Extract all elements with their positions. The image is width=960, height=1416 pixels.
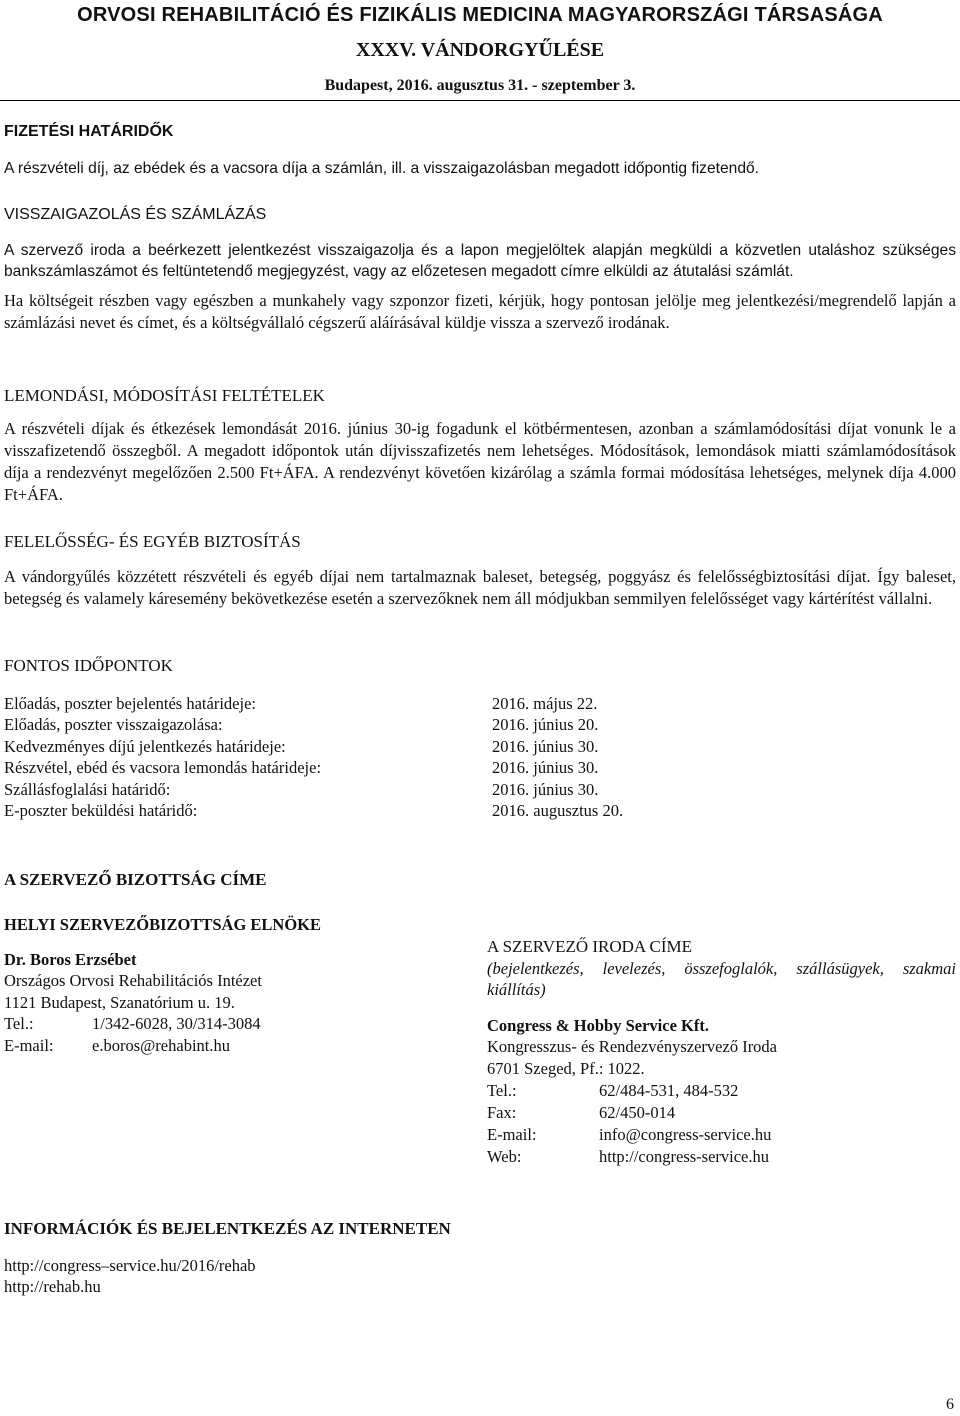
committee-section: [4, 869, 956, 891]
committee-heading: A SZERVEZŐ BIZOTTSÁG CÍME: [4, 870, 267, 889]
payment-section: [4, 121, 956, 179]
date-value: 2016. június 30.: [492, 758, 599, 778]
confirmation-paragraph-1: A szervező iroda a beérkezett jelentkezést visszaigazolja és a lapon megjelöltek alapján megküldi a közvetlen utaláshoz szükséges bankszámlaszámot és feltüntetendő megjegyzést, vagy az előzetesen megadott címre elküldi az átutalási számlát.: [4, 241, 956, 280]
date-value: 2016. augusztus 20.: [492, 801, 624, 821]
date-label: Kedvezményes díjú jelentkezés határideje:: [4, 736, 286, 756]
email-value[interactable]: info@congress-service.hu: [599, 1125, 772, 1144]
cancellation-section: [4, 385, 956, 506]
office-company: Congress & Hobby Service Kft.: [487, 1015, 709, 1035]
internet-section: [4, 1218, 956, 1298]
phone-label: Tel.:: [4, 1014, 34, 1033]
organizer-office: [487, 936, 956, 1168]
date-row: [4, 800, 956, 822]
important-dates-section: [4, 655, 956, 822]
internet-link-2[interactable]: http://rehab.hu: [4, 1277, 101, 1296]
web-label: Web:: [487, 1147, 522, 1166]
liability-section: [4, 531, 956, 610]
office-fax: [487, 1102, 956, 1124]
date-row: [4, 693, 956, 715]
date-row: [4, 736, 956, 758]
office-address: 6701 Szeged, Pf.: 1022.: [487, 1059, 645, 1078]
liability-text: A vándorgyűlés közzétett részvételi és egyéb díjai nem tartalmaznak baleset, betegség, poggyász és felelősségbiztosítási díjat. Így baleset, betegség és valamely káresemény bekövetkezése esetén a szervezőknek nem áll módjukban semmilyen felelősséget vagy kártérítést vállalni.: [4, 566, 956, 608]
web-link[interactable]: http://congress-service.hu: [599, 1147, 769, 1166]
event-title: XXXV. VÁNDORGYŰLÉSE: [355, 39, 605, 61]
phone-label: Tel.:: [487, 1081, 517, 1100]
office-description: Kongresszus- és Rendezvényszervező Iroda: [487, 1037, 778, 1056]
header-divider: [0, 100, 960, 101]
office-subtitle: (bejelentkezés, levelezés, összefoglalók, szállásügyek, szakmai kiállítás): [487, 958, 956, 999]
date-value: 2016. június 20.: [492, 715, 599, 735]
date-row: [4, 757, 956, 779]
important-dates-heading: FONTOS IDŐPONTOK: [4, 656, 173, 675]
confirmation-heading: VISSZAIGAZOLÁS ÉS SZÁMLÁZÁS: [4, 206, 267, 223]
office-phone: [487, 1080, 956, 1102]
date-value: 2016. május 22.: [492, 693, 598, 713]
payment-text: A részvételi díj, az ebédek és a vacsora díja a számlán, ill. a visszaigazolásban megadott időpontig fizetendő.: [4, 159, 759, 177]
cancellation-text: A részvételi díjak és étkezések lemondását 2016. június 30-ig fogadunk el kötbérmentesen, azonban a számlamódosítási díjat vonunk le a visszafizetendő összegből. A megadott időpontok után díjvisszafizetés nem lehetséges. Módosítások, lemondások miatti számlamódosítások díja a rendezvényt megelőzően 2.500 Ft+ÁFA. A rendezvényt követően kizárólag a számla formai módosítása lehetséges, melynek díja 4.000 Ft+ÁFA.: [4, 418, 956, 504]
email-label: E-mail:: [487, 1125, 537, 1144]
date-value: 2016. június 30.: [492, 779, 599, 799]
phone-value: 62/484-531, 484-532: [599, 1081, 739, 1100]
local-committee: [4, 914, 444, 1056]
office-email: [487, 1124, 956, 1146]
organization-title: ORVOSI REHABILITÁCIÓ ÉS FIZIKÁLIS MEDICINA MAGYARORSZÁGI TÁRSASÁGA: [77, 4, 883, 26]
office-heading: A SZERVEZŐ IRODA CÍME: [487, 937, 693, 956]
chair-institute: Országos Orvosi Rehabilitációs Intézet: [4, 971, 262, 990]
cancellation-heading: LEMONDÁSI, MÓDOSÍTÁSI FELTÉTELEK: [4, 386, 325, 405]
chair-phone: [4, 1013, 444, 1035]
date-label: Szállásfoglalási határidő:: [4, 779, 171, 799]
important-dates-list: [4, 693, 956, 823]
office-web: [487, 1146, 956, 1168]
phone-value: 1/342-6028, 30/314-3084: [92, 1014, 261, 1033]
date-label: Részvétel, ebéd és vacsora lemondás határideje:: [4, 758, 322, 778]
date-label: Előadás, poszter bejelentés határideje:: [4, 693, 256, 713]
date-label: Előadás, poszter visszaigazolása:: [4, 715, 223, 735]
email-label: E-mail:: [4, 1035, 54, 1055]
internet-link-1[interactable]: http://congress–service.hu/2016/rehab: [4, 1255, 256, 1275]
date-value: 2016. június 30.: [492, 736, 599, 756]
date-row: [4, 779, 956, 801]
confirmation-section: [4, 204, 956, 334]
internet-heading: INFORMÁCIÓK ÉS BEJELENTKEZÉS AZ INTERNETEN: [4, 1219, 451, 1238]
fax-value: 62/450-014: [599, 1103, 676, 1122]
confirmation-paragraph-2: Ha költségeit részben vagy egészben a munkahely vagy szponzor fizeti, kérjük, hogy pontosan jelölje meg jelentkezési/megrendelő lapján a számlázási nevet és címet, és a költségvállaló cégszerű aláírásával küldje vissza a szervező irodának.: [4, 290, 956, 332]
date-label: E-poszter beküldési határidő:: [4, 801, 198, 821]
event-date-place: Budapest, 2016. augusztus 31. - szeptember 3.: [324, 77, 636, 94]
liability-heading: FELELŐSSÉG- ÉS EGYÉB BIZTOSÍTÁS: [4, 532, 301, 551]
local-committee-heading: HELYI SZERVEZŐBIZOTTSÁG ELNÖKE: [4, 915, 322, 934]
payment-heading: FIZETÉSI HATÁRIDŐK: [4, 123, 174, 140]
chair-address: 1121 Budapest, Szanatórium u. 19.: [4, 992, 235, 1012]
date-row: [4, 714, 956, 736]
page-number: 6: [946, 1396, 954, 1413]
email-value[interactable]: e.boros@rehabint.hu: [92, 1035, 230, 1055]
fax-label: Fax:: [487, 1103, 517, 1122]
chair-email: [4, 1035, 444, 1057]
chair-name: Dr. Boros Erzsébet: [4, 949, 137, 969]
